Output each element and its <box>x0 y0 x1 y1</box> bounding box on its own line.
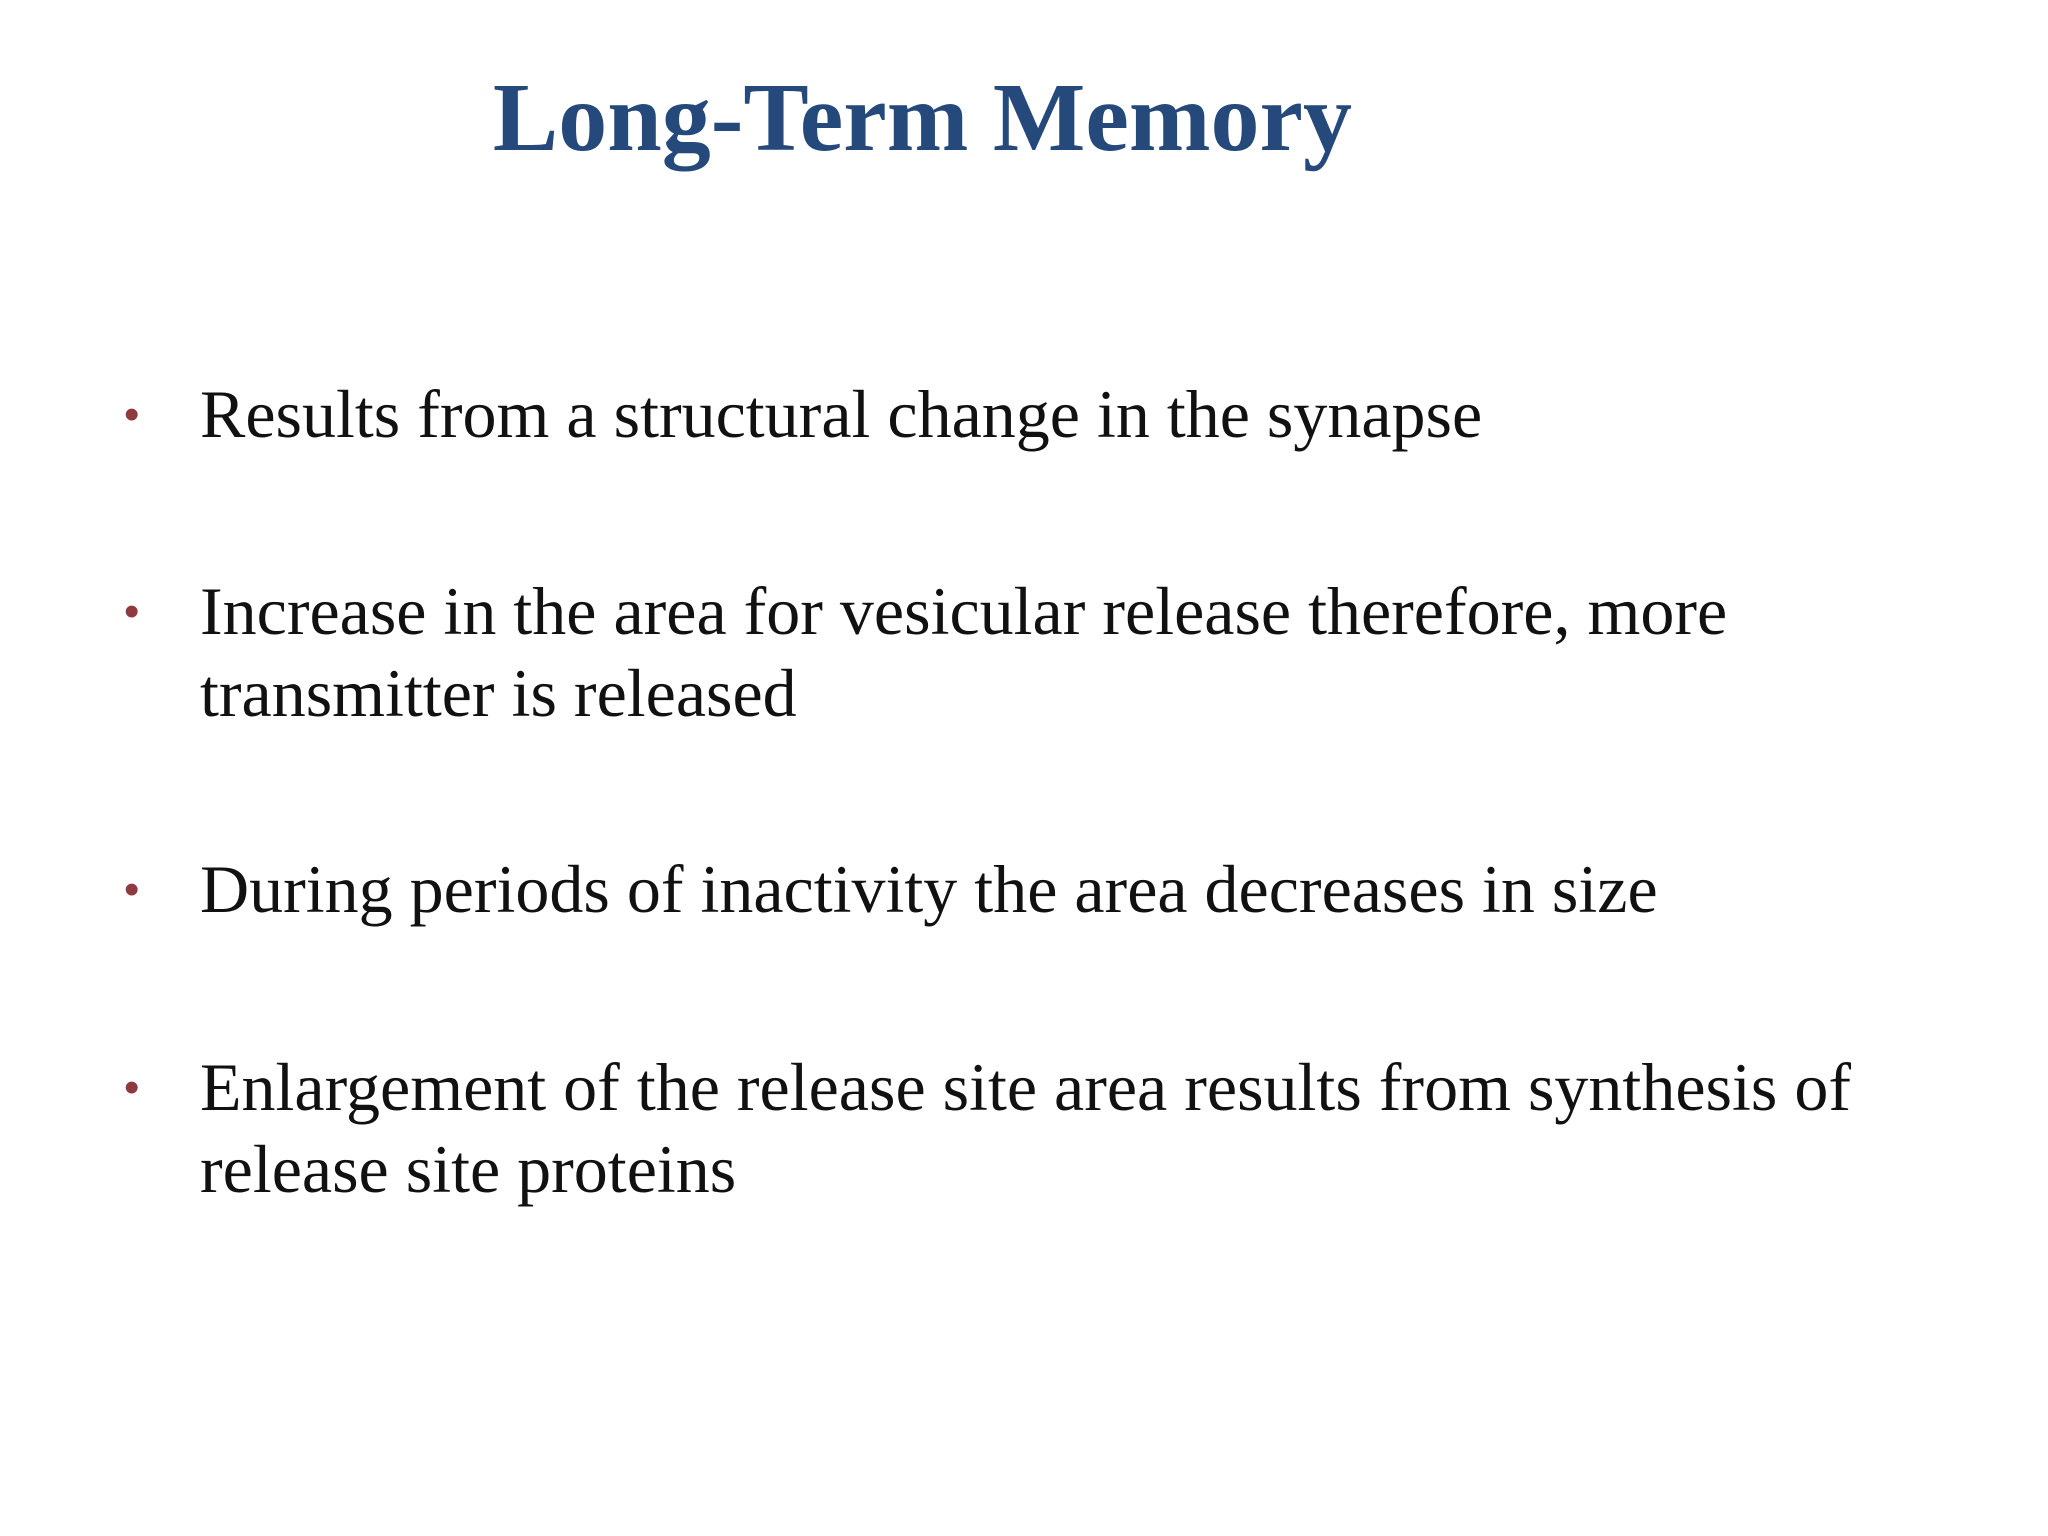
bullet-text: Results from a structural change in the synapse <box>200 376 1483 452</box>
bullet-icon: • <box>124 587 140 636</box>
bullet-icon: • <box>124 390 140 439</box>
bullet-icon: • <box>124 865 140 914</box>
bullet-text: During periods of inactivity the area decreases in size <box>200 851 1658 927</box>
bullet-text: Increase in the area for vesicular release therefore, more transmitter is released <box>200 573 1728 731</box>
slide-title: Long-Term Memory <box>492 64 1353 172</box>
bullet-text: Enlargement of the release site area results from synthesis of release site proteins <box>200 1049 1851 1207</box>
bullet-icon: • <box>124 1063 140 1112</box>
